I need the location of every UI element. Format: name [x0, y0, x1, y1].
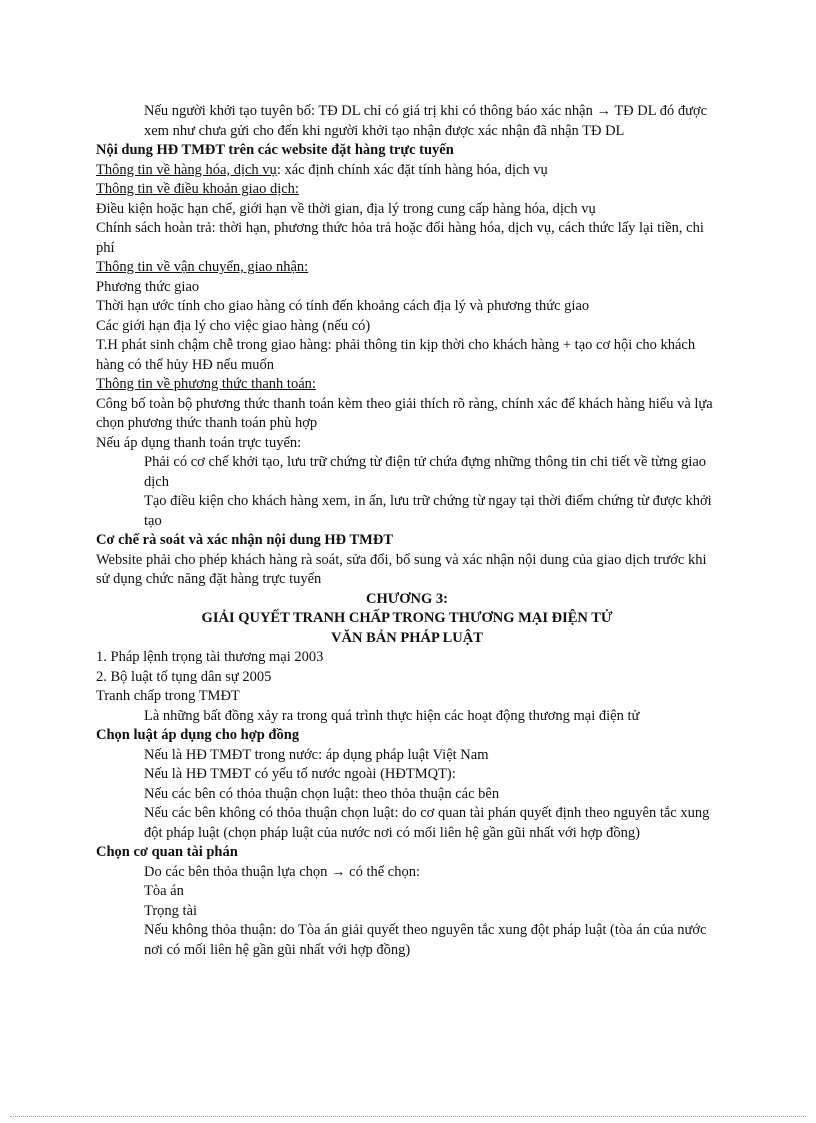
text-line: Nếu các bên không có thỏa thuận chọn luật: do cơ quan tài phán quyết định theo nguyên tắc xung đột pháp luật (chọn pháp luật của nước nơi có mối liên hệ gần gũi nhất với hợp đồng) — [144, 805, 710, 841]
text-line: Phải có cơ chế khởi tạo, lưu trữ chứng từ điện tử chứa đựng những thông tin chi tiết về từng giao dịch — [144, 454, 707, 490]
underlined-heading: Thông tin về hàng hóa, dịch vụ — [96, 161, 277, 178]
text-line: Nếu các bên có thỏa thuận chọn luật: theo thỏa thuận các bên — [144, 785, 500, 802]
text-line: Nếu người khởi tạo tuyên bố: TĐ DL chỉ có giá trị khi có thông báo xác nhận → TĐ DL đó được xem như chưa gửi cho đến khi người khởi tạo nhận được xác nhận đã nhận TĐ DL — [144, 103, 708, 139]
text-line: Thông tin về vận chuyển, giao nhận: — [96, 259, 309, 275]
text-line: Tạo điều kiện cho khách hàng xem, in ấn, lưu trữ chứng từ ngay tại thời điểm chứng từ được khởi tạo — [144, 493, 712, 529]
text-line: Thời hạn ước tính cho giao hàng có tính đến khoảng cách địa lý và phương thức giao — [96, 298, 590, 314]
text-line: VĂN BẢN PHÁP LUẬT — [331, 629, 483, 646]
text-line: Các giới hạn địa lý cho việc giao hàng (nếu có) — [96, 317, 371, 334]
text-line: Cơ chế rà soát và xác nhận nội dung HĐ TMĐT — [96, 532, 393, 548]
text-line: Thông tin về điều khoản giao dịch: — [96, 181, 299, 197]
text-line: Do các bên thỏa thuận lựa chọn → có thể chọn: — [144, 863, 421, 880]
text-line: 1. Pháp lệnh trọng tài thương mại 2003 — [96, 649, 324, 665]
text-line: GIẢI QUYẾT TRANH CHẤP TRONG THƯƠNG MẠI ĐIỆN TỬ — [201, 610, 613, 626]
text-line: T.H phát sinh chậm chễ trong giao hàng: phải thông tin kịp thời cho khách hàng + tạo cơ hội cho khách hàng có thể hủy HĐ nếu muốn — [96, 337, 696, 373]
text-line: Nội dung HĐ TMĐT trên các website đặt hàng trực tuyến — [96, 142, 454, 158]
text-line: Là những bất đồng xảy ra trong quá trình thực hiện các hoạt động thương mại điện tử — [144, 707, 640, 724]
text-line — [96, 161, 718, 181]
text-line: Chọn cơ quan tài phán — [96, 844, 238, 860]
text-line: Nếu là HĐ TMĐT trong nước: áp dụng pháp luật Việt Nam — [144, 746, 489, 763]
text-line: Trọng tài — [144, 902, 198, 919]
text-line: CHƯƠNG 3: — [365, 590, 449, 607]
text-line: Nếu là HĐ TMĐT có yếu tố nước ngoài (HĐTMQT): — [144, 766, 456, 782]
text-line: 2. Bộ luật tố tụng dân sự 2005 — [96, 668, 272, 685]
text-line: Tranh chấp trong TMĐT — [96, 688, 240, 704]
text-line: Chính sách hoàn trả: thời hạn, phương thức hỏa trả hoặc đổi hàng hóa, dịch vụ, cách thức lấy lại tiền, chi phí — [96, 220, 704, 256]
text-line: Phương thức giao — [96, 278, 200, 295]
page-bottom-dotted-border — [10, 1116, 806, 1117]
text-line: Nếu không thỏa thuận: do Tòa án giải quyết theo nguyên tắc xung đột pháp luật (tòa án của nước nơi có mối liên hệ gần gũi nhất với hợp đồng) — [144, 922, 707, 958]
text-line: Điều kiện hoặc hạn chế, giới hạn về thời gian, địa lý trong cung cấp hàng hóa, dịch vụ — [96, 200, 596, 217]
text-line: Thông tin về phương thức thanh toán: — [96, 376, 316, 392]
text-line: Công bố toàn bộ phương thức thanh toán kèm theo giải thích rõ ràng, chính xác để khách hàng hiểu và lựa chọn phương thức thanh toán phù hợp — [96, 395, 713, 431]
text-line: Tòa án — [144, 883, 184, 899]
text-line: Website phải cho phép khách hàng rà soát, sửa đổi, bổ sung và xác nhận nội dung của giao dịch trước khi sử dụng chức năng đặt hàng trực tuyến — [96, 551, 707, 587]
text-line: Nếu áp dụng thanh toán trực tuyến: — [96, 434, 302, 451]
text-line-rest: : xác định chính xác đặt tính hàng hóa, dịch vụ — [276, 161, 548, 178]
document-body — [96, 102, 718, 960]
text-line: Chọn luật áp dụng cho hợp đồng — [96, 727, 300, 743]
